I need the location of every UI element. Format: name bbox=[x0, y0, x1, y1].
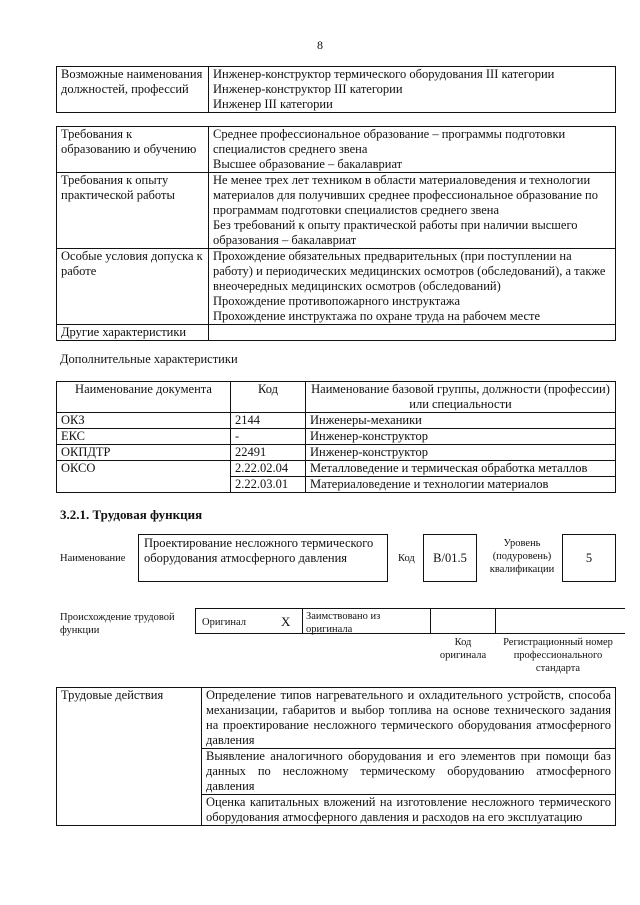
page-number: 8 bbox=[317, 38, 323, 52]
origin-divider bbox=[195, 608, 196, 633]
header-doc: Наименование документа bbox=[57, 382, 231, 413]
actions-label: Трудовые действия bbox=[57, 688, 202, 826]
requirement-label: Другие характеристики bbox=[57, 325, 209, 341]
level-label: Уровень (подуровень) квалификации bbox=[489, 538, 555, 575]
function-name-box bbox=[138, 534, 388, 582]
original-label: Оригинал bbox=[202, 617, 246, 628]
requirement-row bbox=[57, 127, 616, 173]
additional-title: Дополнительные характеристики bbox=[60, 352, 238, 366]
origin-divider bbox=[495, 608, 496, 633]
name-label: Наименование bbox=[60, 553, 126, 564]
positions-values bbox=[209, 67, 616, 113]
cell-code: 2144 bbox=[231, 413, 306, 429]
qualification-level: 5 bbox=[562, 534, 616, 582]
position-item: Инженер-конструктор термического оборудования III категории bbox=[213, 67, 555, 81]
header-name: Наименование базовой группы, должности (профессии) или специальности bbox=[306, 382, 616, 413]
positions-label: Возможные наименования должностей, профессий bbox=[57, 67, 209, 113]
action-item: Оценка капитальных вложений на изготовление несложного термического оборудования атмосферного давления и расходов на его эксплуатацию bbox=[202, 795, 616, 826]
cell-doc: ОКЗ bbox=[57, 413, 231, 429]
requirements-table bbox=[56, 126, 616, 341]
cell-doc: ЕКС bbox=[57, 429, 231, 445]
table-row bbox=[57, 461, 616, 477]
requirement-label: Требования к опыту практической работы bbox=[57, 173, 209, 249]
function-name: Проектирование несложного термического оборудования атмосферного давления bbox=[144, 536, 374, 565]
requirement-row bbox=[57, 249, 616, 325]
table-row bbox=[57, 429, 616, 445]
requirement-item: Прохождение противопожарного инструктажа bbox=[213, 294, 461, 308]
cell-name: Металловедение и термическая обработка металлов bbox=[306, 461, 616, 477]
origin-divider bbox=[430, 608, 431, 633]
borrowed-label: Заимствовано из оригинала bbox=[306, 611, 381, 635]
cell-doc: ОКПДТР bbox=[57, 445, 231, 461]
cell-doc: ОКСО bbox=[57, 461, 231, 493]
requirement-row bbox=[57, 173, 616, 249]
requirement-values bbox=[209, 173, 616, 249]
header-row bbox=[57, 382, 616, 413]
code-original-label: Код оригинала bbox=[439, 637, 487, 661]
cell-name: Инженер-конструктор bbox=[306, 445, 616, 461]
additional-table bbox=[56, 381, 616, 493]
cell-code: - bbox=[231, 429, 306, 445]
requirement-item: Прохождение обязательных предварительных (при поступлении на работу) и периодических медицинских осмотров (обследований), а также внеочередных медицинских осмотров (обследований) bbox=[213, 249, 606, 293]
function-code: B/01.5 bbox=[423, 534, 477, 582]
cell-name: Инженеры-механики bbox=[306, 413, 616, 429]
code-label: Код bbox=[398, 553, 415, 564]
actions-table bbox=[56, 687, 616, 826]
position-item: Инженер-конструктор III категории bbox=[213, 82, 403, 96]
requirement-item: Прохождение инструктажа по охране труда на рабочем месте bbox=[213, 309, 541, 323]
reg-number-label: Регистрационный номер профессионального стандарта bbox=[503, 637, 613, 674]
requirement-values bbox=[209, 127, 616, 173]
requirement-item: Высшее образование – бакалавриат bbox=[213, 157, 403, 171]
table-row bbox=[57, 445, 616, 461]
requirement-item: Без требований к опыту практической работы при наличии высшего образования – бакалавриат bbox=[213, 218, 578, 247]
cell-name: Инженер-конструктор bbox=[306, 429, 616, 445]
origin-label: Происхождение трудовой функции bbox=[60, 612, 175, 636]
requirement-label: Особые условия допуска к работе bbox=[57, 249, 209, 325]
cell-code: 2.22.03.01 bbox=[231, 477, 306, 493]
requirement-item: Среднее профессиональное образование – программы подготовки специалистов среднего звена bbox=[213, 127, 566, 156]
positions-table bbox=[56, 66, 616, 113]
labor-function-title: 3.2.1. Трудовая функция bbox=[60, 507, 203, 522]
table-row bbox=[57, 413, 616, 429]
origin-row bbox=[195, 608, 625, 634]
original-mark: X bbox=[281, 614, 291, 629]
requirement-label: Требования к образованию и обучению bbox=[57, 127, 209, 173]
cell-code: 22491 bbox=[231, 445, 306, 461]
requirement-values bbox=[209, 249, 616, 325]
action-item: Определение типов нагревательного и охладительного устройств, способа механизации, габаритов и выбор топлива на основе технического задания на проектирование несложного термического оборудования атмосферного давления bbox=[202, 688, 616, 749]
requirement-values bbox=[209, 325, 616, 341]
table-row bbox=[57, 688, 616, 749]
header-code: Код bbox=[231, 382, 306, 413]
origin-divider bbox=[302, 608, 303, 633]
cell-code: 2.22.02.04 bbox=[231, 461, 306, 477]
requirement-item: Не менее трех лет техником в области материаловедения и технологии материалов для получивших среднее профессиональное образование по программам подготовки специалистов среднего звена bbox=[213, 173, 598, 217]
action-item: Выявление аналогичного оборудования и его элементов при помощи баз данных по несложному термическому оборудованию атмосферного давления bbox=[202, 749, 616, 795]
position-item: Инженер III категории bbox=[213, 97, 333, 111]
requirement-row bbox=[57, 325, 616, 341]
cell-name: Материаловедение и технологии материалов bbox=[306, 477, 616, 493]
